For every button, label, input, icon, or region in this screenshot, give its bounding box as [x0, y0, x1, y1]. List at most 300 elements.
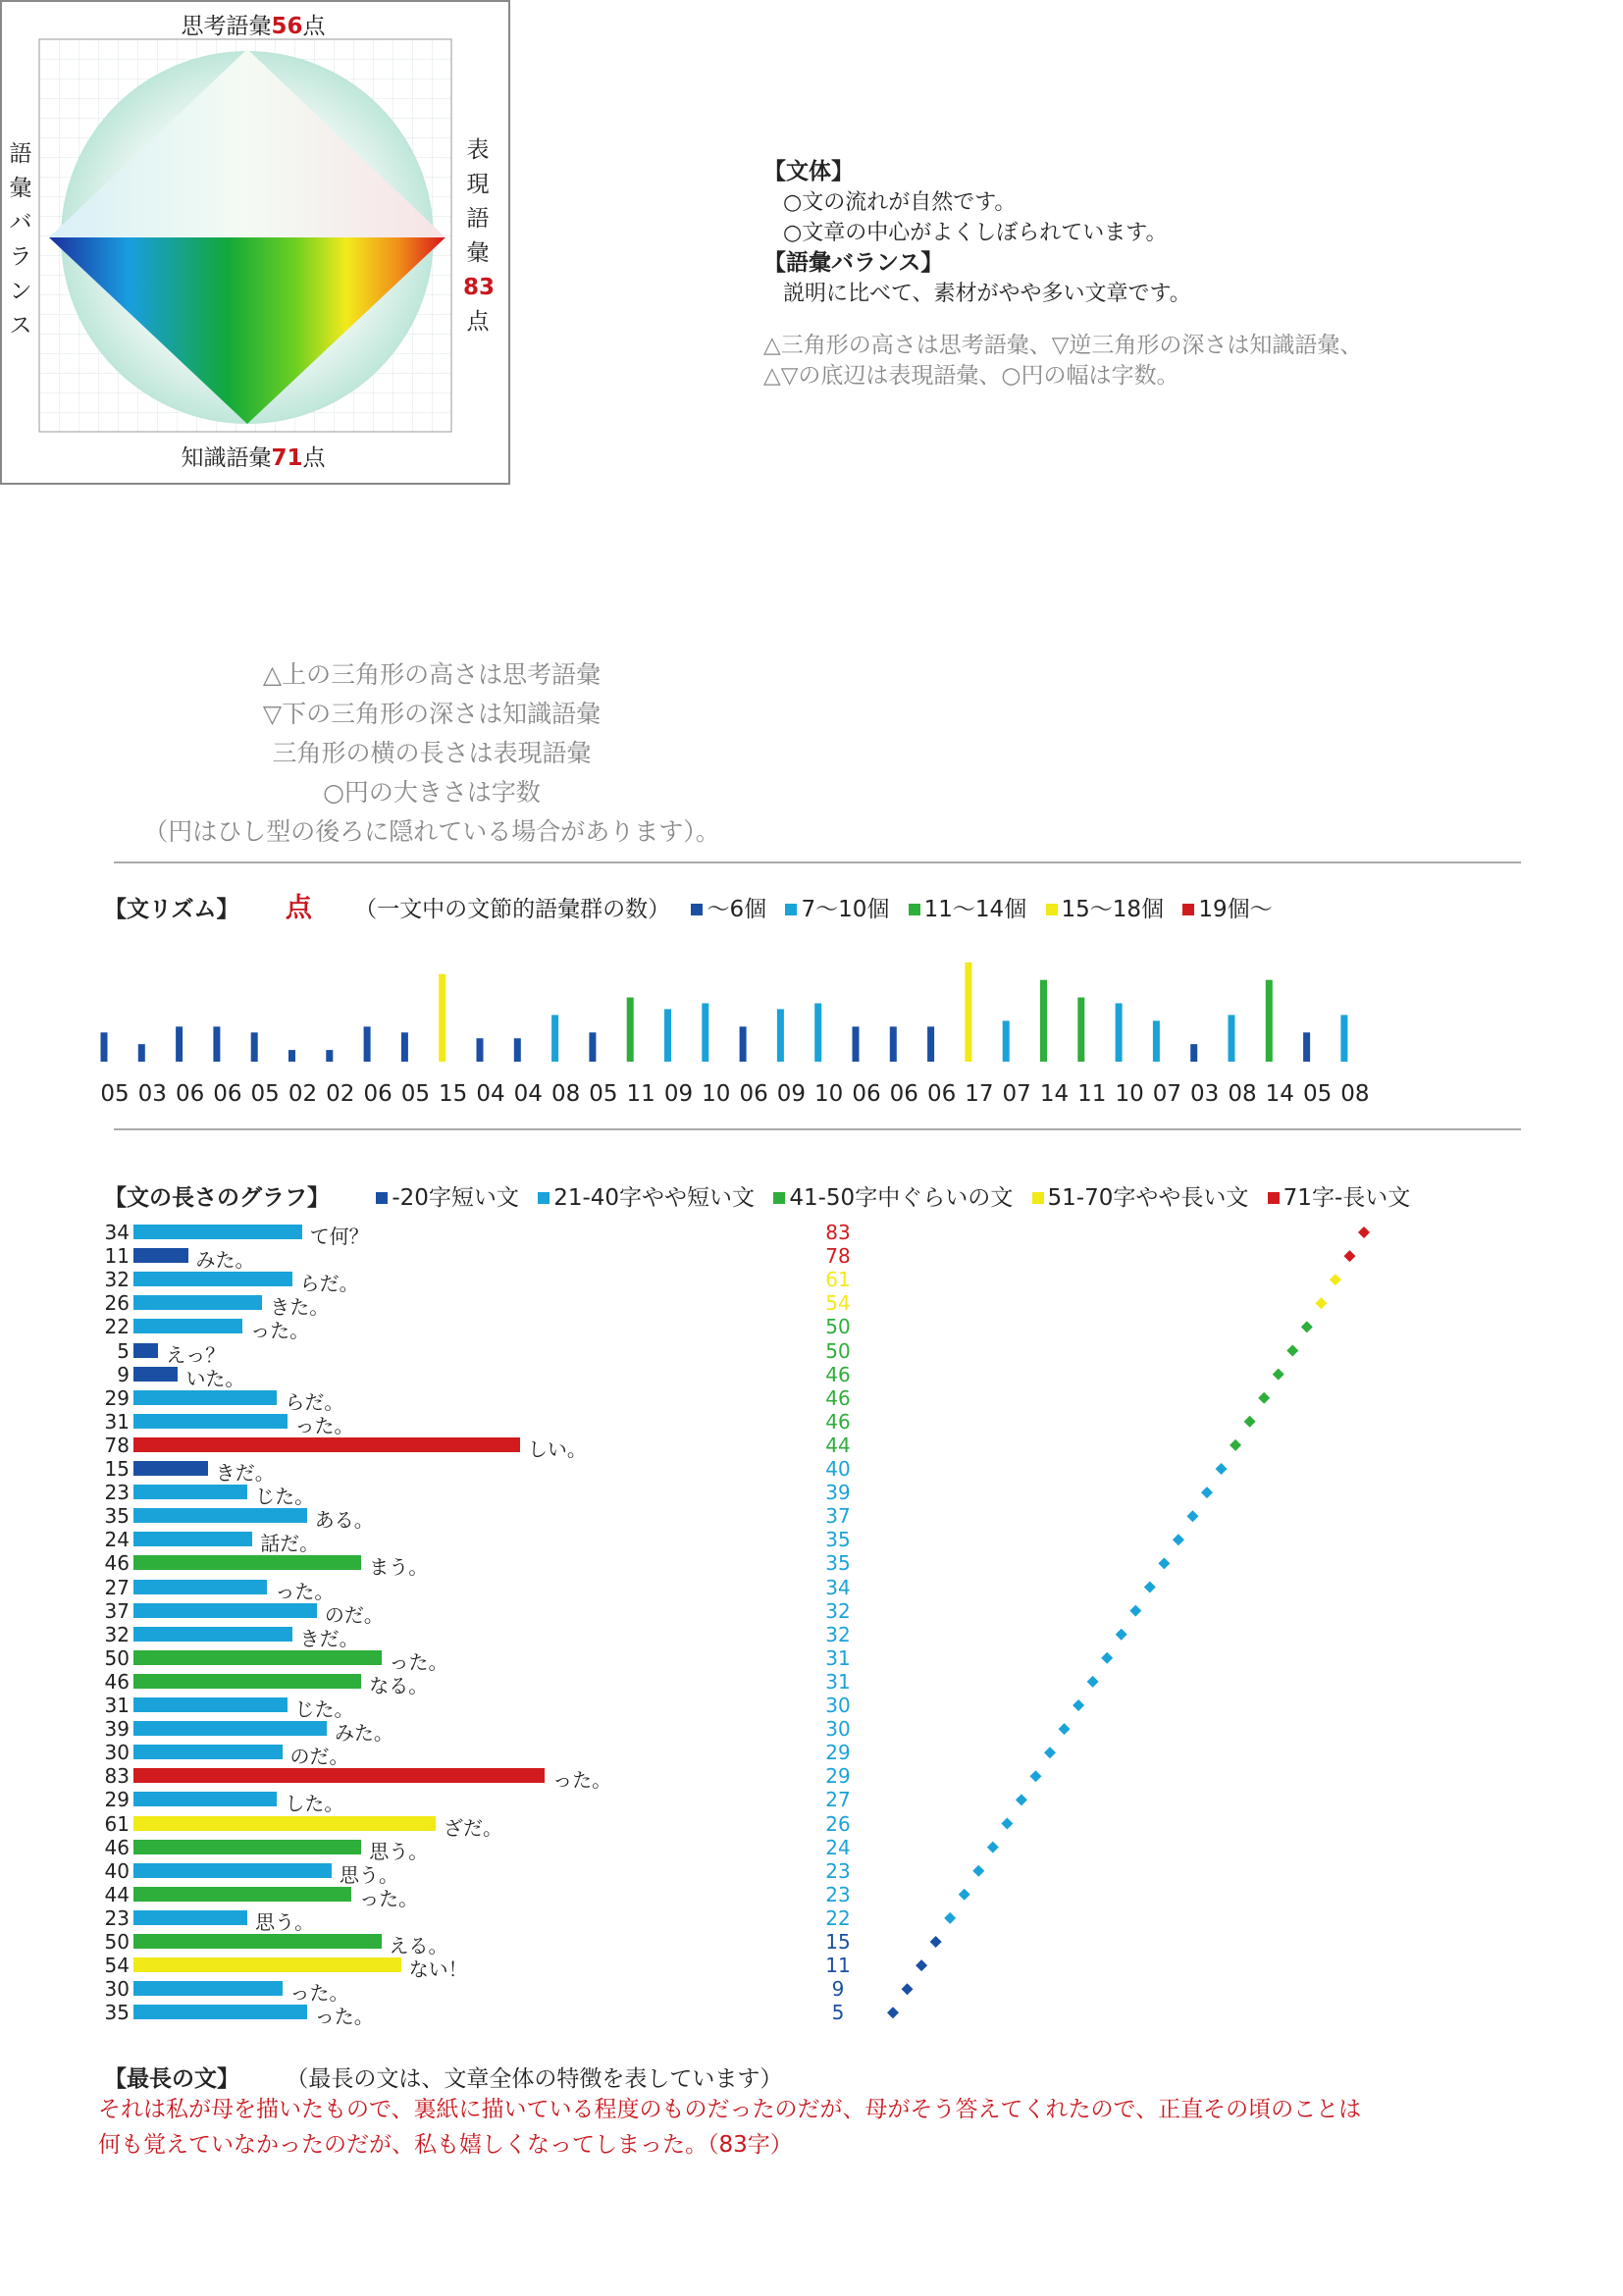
length-value: 78 — [104, 1433, 130, 1457]
rhythm-tick-label: 08 — [1340, 1081, 1370, 1107]
length-value: 46 — [104, 1669, 130, 1694]
sorted-length-value: 46 — [825, 1362, 851, 1386]
legend-swatch-icon — [538, 1192, 550, 1204]
rhythm-bar — [1340, 1015, 1347, 1062]
rhythm-bar — [477, 1038, 484, 1062]
sorted-length-point — [987, 1842, 999, 1853]
length-value: 46 — [104, 1551, 130, 1576]
length-legend-4 — [1032, 1179, 1249, 1212]
length-bar — [133, 1532, 252, 1546]
sorted-length-point — [1073, 1699, 1084, 1711]
sorted-length-point — [1186, 1510, 1198, 1522]
sentence-ending: いた。 — [185, 1366, 245, 1390]
length-row — [94, 1433, 781, 1461]
sorted-length-point — [1144, 1582, 1156, 1593]
sorted-length-value: 30 — [825, 1694, 851, 1717]
rhythm-score-label: 点 — [285, 893, 312, 923]
rhythm-tick-label: 09 — [776, 1081, 807, 1107]
sorted-length-point — [1173, 1534, 1184, 1545]
longest-header — [104, 2061, 782, 2093]
length-bar — [133, 1248, 188, 1263]
length-row — [94, 1338, 781, 1367]
rhythm-bar — [927, 1026, 934, 1062]
rhythm-bar — [213, 1026, 220, 1062]
length-bar — [133, 1887, 351, 1902]
length-row — [94, 1954, 781, 1982]
length-value: 35 — [104, 2001, 130, 2025]
longest-note: （最長の文は、文章全体の特徴を表しています） — [286, 2066, 783, 2092]
length-value: 29 — [104, 1788, 130, 1812]
rhythm-bar — [1116, 1004, 1123, 1063]
length-value: 30 — [104, 1977, 130, 2002]
sentence-ending: きだ。 — [299, 1626, 359, 1650]
rhythm-bar — [965, 963, 971, 1062]
rhythm-bar — [740, 1026, 747, 1062]
rhythm-tick-label: 06 — [926, 1081, 957, 1107]
length-value: 50 — [104, 1645, 130, 1670]
sentence-ending: のだ。 — [324, 1602, 384, 1627]
rhythm-bar — [1303, 1032, 1310, 1062]
rhythm-bar — [401, 1032, 408, 1062]
length-bar — [133, 1768, 545, 1783]
length-bar — [133, 1603, 317, 1618]
sorted-length-point — [1244, 1416, 1256, 1428]
rhythm-bar — [101, 1032, 108, 1062]
sentence-ending: った。 — [250, 1319, 310, 1343]
length-row — [94, 1645, 781, 1674]
balance-heading: 【語彙バランス】 — [763, 250, 944, 276]
length-bar — [133, 1580, 267, 1594]
sorted-length-value: 35 — [825, 1528, 851, 1552]
rhythm-bar — [1077, 998, 1084, 1062]
length-legend-3 — [773, 1179, 1013, 1212]
length-bar — [133, 1627, 292, 1642]
length-bar — [133, 1745, 283, 1759]
knowledge-vocab-label — [0, 440, 506, 472]
legend-label: 19個～ — [1198, 897, 1273, 922]
length-value: 39 — [104, 1717, 130, 1742]
length-bar — [133, 1863, 332, 1878]
longest-title: 【最長の文】 — [104, 2066, 239, 2092]
note-line-1: △三角形の高さは思考語彙、▽逆三角形の深さは知識語彙、 — [763, 333, 1363, 358]
length-value: 23 — [104, 1905, 130, 1930]
sorted-length-point — [1258, 1392, 1270, 1404]
note-line-2: △▽の底辺は表現語彙、○円の幅は字数。 — [763, 363, 1179, 389]
expression-vocab-unit: 点 — [466, 309, 490, 335]
rhythm-bar — [439, 974, 445, 1062]
sentence-ending: しい。 — [527, 1436, 587, 1461]
length-row — [94, 1598, 781, 1627]
length-value: 26 — [104, 1291, 130, 1316]
sorted-length-value: 50 — [825, 1315, 851, 1339]
length-row — [94, 1905, 781, 1934]
length-row — [94, 1504, 781, 1533]
sorted-length-point — [1087, 1676, 1099, 1688]
rhythm-tick-label: 05 — [1302, 1081, 1333, 1107]
length-value: 24 — [104, 1528, 130, 1552]
rhythm-tick-label: 06 — [889, 1081, 918, 1107]
sorted-length-point — [944, 1912, 956, 1924]
sorted-length-value: 50 — [825, 1338, 851, 1363]
rhythm-bar — [288, 1050, 295, 1062]
rhythm-tick-label: 06 — [852, 1081, 881, 1107]
sorted-length-point — [1044, 1747, 1056, 1758]
vocabulary-diamond-panel — [0, 0, 510, 485]
rhythm-title: 【文リズム】 — [104, 897, 239, 922]
length-legend-5 — [1268, 1179, 1411, 1212]
diamond-caption-2: ▽下の三角形の深さは知識語彙 — [262, 700, 602, 728]
sentence-ending: て何？ — [309, 1225, 369, 1248]
sorted-length-value: 32 — [825, 1598, 851, 1623]
length-value: 35 — [104, 1504, 130, 1529]
sorted-length-value: 9 — [831, 1977, 845, 2002]
sorted-length-value: 34 — [825, 1575, 851, 1599]
length-value: 34 — [104, 1221, 130, 1244]
legend-swatch-icon — [1268, 1192, 1280, 1204]
legend-swatch-icon — [1046, 904, 1058, 915]
length-row — [94, 2001, 781, 2029]
rhythm-bar — [1040, 980, 1047, 1062]
length-bar — [133, 1840, 361, 1854]
rhythm-tick-label: 11 — [1077, 1081, 1107, 1107]
length-row — [94, 1811, 781, 1840]
legend-swatch-icon — [691, 904, 703, 915]
diamond-caption-4: ○円の大きさは字数 — [323, 778, 541, 807]
sorted-length-point — [930, 1936, 942, 1948]
sorted-length-point — [1158, 1557, 1170, 1569]
sentence-ending: 思う。 — [340, 1862, 398, 1887]
rhythm-tick-label: 10 — [702, 1081, 731, 1107]
length-value: 23 — [104, 1481, 130, 1505]
rhythm-legend-1 — [691, 891, 766, 923]
sentence-ending: ない！ — [408, 1957, 468, 1982]
rhythm-tick-label: 07 — [1002, 1081, 1031, 1107]
sentence-ending: った。 — [389, 1649, 448, 1674]
diamond-caption-3: 三角形の横の長さは表現語彙 — [272, 739, 592, 767]
buntai-line-2: ○文章の中心がよくしぼられています。 — [783, 221, 1168, 245]
sorted-length-point — [1343, 1250, 1355, 1262]
expression-vocab-score: 83 — [463, 275, 496, 300]
length-bar — [133, 1390, 277, 1405]
sentence-ending: らだ。 — [285, 1389, 344, 1414]
sorted-length-point — [916, 1959, 927, 1971]
sentence-ending: のだ。 — [289, 1745, 349, 1769]
diamond-caption-5: （円はひし型の後ろに隠れている場合があります）。 — [143, 817, 720, 846]
length-row — [94, 1741, 781, 1769]
length-bar — [133, 1437, 520, 1452]
length-row — [94, 1244, 781, 1273]
sorted-length-point — [1273, 1369, 1284, 1381]
sentence-ending: った。 — [552, 1768, 612, 1793]
sentence-ending: らだ。 — [299, 1272, 359, 1296]
sorted-length-value: 22 — [825, 1905, 851, 1930]
vocab-balance-label — [6, 137, 35, 343]
sentence-ending: える。 — [389, 1934, 448, 1957]
rhythm-bar — [176, 1026, 183, 1062]
sentence-ending: した。 — [285, 1792, 344, 1816]
length-bar — [133, 1319, 242, 1333]
expression-vocab-char: 彙 — [466, 240, 490, 266]
sorted-length-value: 31 — [825, 1645, 851, 1670]
sorted-length-point — [1358, 1226, 1370, 1238]
knowledge-vocab-text: 知識語彙 — [181, 445, 272, 471]
buntai-heading: 【文体】 — [763, 159, 854, 184]
rhythm-bar — [664, 1009, 671, 1062]
knowledge-vocab-score: 71 — [271, 445, 303, 471]
vocab-balance-char: バ — [9, 210, 32, 235]
style-comments — [763, 157, 1362, 391]
sorted-length-point — [1101, 1652, 1113, 1664]
sentence-ending: みた。 — [195, 1248, 255, 1273]
sorted-length-value: 27 — [825, 1788, 851, 1812]
vocab-balance-char: ン — [9, 279, 32, 304]
sentence-ending: った。 — [359, 1886, 419, 1910]
rhythm-tick-label: 08 — [550, 1081, 581, 1107]
sorted-length-point — [887, 2007, 899, 2018]
length-bar — [133, 1957, 401, 1972]
rhythm-tick-label: 17 — [965, 1081, 994, 1107]
length-value: 5 — [117, 1338, 130, 1363]
sorted-length-scatter — [864, 1215, 1393, 2019]
sorted-length-value: 23 — [825, 1858, 851, 1883]
rhythm-tick-label: 06 — [739, 1081, 768, 1107]
vocab-balance-char: ラ — [9, 244, 32, 270]
sorted-length-value: 83 — [825, 1221, 851, 1244]
sentence-ending: ある。 — [314, 1508, 374, 1533]
length-value: 29 — [104, 1385, 130, 1410]
longest-sentence-line-1: それは私が母を描いたもので、裏紙に描いている程度のものだったのだが、母がそう答えてくれたので、正直その頃のことは — [98, 2097, 1362, 2122]
length-row — [94, 1385, 781, 1414]
sorted-length-point — [1315, 1297, 1327, 1309]
length-value: 15 — [104, 1457, 130, 1481]
sorted-length-point — [1201, 1487, 1213, 1498]
sentence-ending: じた。 — [294, 1697, 354, 1721]
sorted-length-point — [972, 1865, 984, 1877]
length-bar — [133, 1934, 382, 1949]
rhythm-bar — [326, 1050, 333, 1062]
rhythm-chart — [0, 942, 1623, 1119]
length-bar — [133, 1816, 436, 1831]
length-bar — [133, 1792, 277, 1806]
length-legend-2 — [538, 1179, 755, 1212]
length-value: 22 — [104, 1315, 130, 1339]
length-header — [104, 1179, 1422, 1212]
sorted-length-point — [902, 1983, 914, 1995]
legend-label: -20字短い文 — [392, 1185, 519, 1211]
sorted-length-value: 39 — [825, 1481, 851, 1505]
sorted-length-value: 29 — [825, 1741, 851, 1765]
rhythm-tick-label: 07 — [1152, 1081, 1182, 1107]
rhythm-bar — [890, 1026, 897, 1062]
sorted-length-value: 24 — [825, 1835, 851, 1859]
length-row — [94, 1788, 781, 1816]
rhythm-legend-5 — [1182, 891, 1272, 923]
rhythm-tick-label: 10 — [814, 1081, 844, 1107]
sorted-length-value: 40 — [825, 1457, 851, 1481]
longest-sentence-line-2: 何も覚えていなかったのだが、私も嬉しくなってしまった。（83字） — [98, 2132, 793, 2158]
length-row — [94, 1575, 781, 1603]
rhythm-bar — [364, 1026, 371, 1062]
length-row — [94, 1221, 781, 1248]
rhythm-tick-label: 06 — [213, 1081, 242, 1107]
sorted-length-point — [1029, 1770, 1041, 1782]
rhythm-tick-label: 06 — [363, 1081, 393, 1107]
rhythm-tick-label: 14 — [1265, 1081, 1294, 1107]
length-row — [94, 1409, 781, 1437]
sentence-ending: った。 — [275, 1579, 335, 1603]
sorted-length-value: 54 — [825, 1291, 851, 1316]
diamond-caption-1: △上の三角形の高さは思考語彙 — [262, 660, 602, 689]
length-bar — [133, 1485, 247, 1499]
sorted-length-point — [1230, 1439, 1241, 1451]
rhythm-bar — [138, 1044, 145, 1062]
length-row — [94, 1977, 781, 2006]
rhythm-tick-label: 08 — [1228, 1081, 1257, 1107]
rhythm-legend-4 — [1046, 891, 1165, 923]
legend-label: 51-70字やや長い文 — [1047, 1185, 1249, 1211]
thinking-vocab-text: 思考語彙 — [181, 14, 272, 39]
sorted-length-point — [1059, 1723, 1071, 1735]
legend-swatch-icon — [785, 904, 797, 915]
sorted-length-value: 5 — [831, 2001, 845, 2025]
length-value: 32 — [104, 1622, 130, 1646]
thinking-vocab-unit: 点 — [302, 14, 326, 39]
length-value: 61 — [104, 1811, 130, 1836]
length-row — [94, 1268, 781, 1296]
vocab-balance-char: 語 — [9, 141, 32, 167]
sentence-ending: きた。 — [270, 1295, 330, 1320]
rhythm-tick-label: 09 — [663, 1081, 694, 1107]
sentence-ending: まう。 — [369, 1555, 429, 1580]
length-row — [94, 1669, 781, 1697]
legend-label: 21-40字やや短い文 — [553, 1185, 756, 1211]
rhythm-tick-label: 14 — [1039, 1081, 1070, 1107]
sentence-ending: じた。 — [255, 1485, 315, 1509]
length-bar — [133, 1555, 361, 1570]
length-bar — [133, 1674, 361, 1689]
rhythm-tick-label: 02 — [288, 1081, 318, 1107]
length-row — [94, 1764, 781, 1793]
rhythm-tick-label: 03 — [1190, 1081, 1220, 1107]
rhythm-legend-2 — [785, 891, 889, 923]
length-row — [94, 1528, 781, 1556]
length-row — [94, 1717, 781, 1746]
sorted-length-point — [1129, 1605, 1141, 1617]
length-row — [94, 1481, 781, 1509]
rhythm-bar — [627, 998, 634, 1062]
length-row — [94, 1315, 781, 1343]
vocabulary-diamond-graphic — [0, 0, 506, 481]
length-value: 50 — [104, 1930, 130, 1954]
length-value: 54 — [104, 1954, 130, 1978]
rhythm-legend-3 — [909, 891, 1027, 923]
divider-2 — [114, 1128, 1521, 1130]
rhythm-tick-label: 11 — [626, 1081, 655, 1107]
length-bar — [133, 1367, 178, 1382]
length-value: 27 — [104, 1575, 130, 1599]
rhythm-bar — [551, 1015, 558, 1062]
legend-swatch-icon — [376, 1192, 388, 1204]
legend-label: 41-50字中ぐらいの文 — [789, 1185, 1014, 1211]
rhythm-bar — [1153, 1020, 1160, 1062]
divider-1 — [114, 861, 1521, 863]
expression-vocab-char: 表 — [466, 137, 490, 163]
legend-label: 71字-長い文 — [1283, 1185, 1411, 1211]
vocab-balance-char: 彙 — [9, 176, 32, 201]
expression-vocab-label — [463, 133, 496, 339]
sentence-ending: 話だ。 — [260, 1532, 320, 1556]
sorted-length-point — [1286, 1345, 1298, 1357]
length-bar — [133, 1697, 288, 1712]
sentence-ending: った。 — [294, 1413, 354, 1437]
rhythm-tick-label: 05 — [589, 1081, 618, 1107]
sorted-length-value: 44 — [825, 1433, 851, 1457]
rhythm-tick-label: 04 — [513, 1081, 543, 1107]
length-bar — [133, 1414, 288, 1429]
rhythm-bar — [814, 1004, 821, 1063]
length-bar — [133, 1461, 208, 1476]
length-bar — [133, 1508, 307, 1523]
rhythm-bar — [702, 1004, 708, 1063]
rhythm-bar — [1190, 1044, 1197, 1062]
sorted-length-value: 23 — [825, 1882, 851, 1906]
sorted-length-value: 61 — [825, 1268, 851, 1292]
sentence-ending: えっ？ — [166, 1342, 226, 1367]
sorted-length-value: 31 — [825, 1669, 851, 1694]
rhythm-bar — [514, 1038, 521, 1062]
rhythm-description: （一文中の文節的語彙群の数） — [354, 897, 671, 922]
length-value: 83 — [104, 1764, 130, 1789]
sorted-length-value: 46 — [825, 1385, 851, 1410]
sorted-length-value: 32 — [825, 1622, 851, 1646]
length-bar — [133, 1295, 262, 1310]
rhythm-bar — [1266, 980, 1273, 1062]
rhythm-tick-label: 15 — [439, 1081, 468, 1107]
rhythm-tick-label: 03 — [137, 1081, 167, 1107]
sentence-ending: なる。 — [369, 1673, 429, 1697]
sorted-length-value: 46 — [825, 1409, 851, 1434]
expression-vocab-char: 現 — [466, 172, 490, 197]
length-row — [94, 1291, 781, 1320]
expression-vocab-char: 語 — [466, 206, 490, 232]
sentence-ending: みた。 — [334, 1721, 393, 1746]
longest-sentence — [98, 2092, 1361, 2163]
length-bar — [133, 1981, 283, 1996]
sorted-length-point — [1001, 1818, 1013, 1830]
sentence-ending: 思う。 — [255, 1909, 315, 1934]
length-row — [94, 1457, 781, 1485]
sentence-ending: きだ。 — [215, 1461, 275, 1485]
rhythm-header — [104, 886, 1284, 924]
sentence-ending: 思う。 — [369, 1839, 429, 1863]
rhythm-tick-label: 04 — [476, 1081, 505, 1107]
sorted-length-point — [1301, 1321, 1313, 1332]
vocab-balance-char: ス — [9, 313, 32, 339]
sorted-length-value: 37 — [825, 1504, 851, 1529]
rhythm-bar — [251, 1032, 258, 1062]
length-value: 11 — [104, 1244, 130, 1269]
sorted-length-value: 26 — [825, 1811, 851, 1836]
length-bar — [133, 1225, 302, 1239]
knowledge-vocab-unit: 点 — [302, 445, 326, 471]
sorted-length-value: 30 — [825, 1717, 851, 1742]
sorted-length-point — [1016, 1794, 1027, 1805]
length-value: 31 — [104, 1694, 130, 1717]
sentence-ending: った。 — [314, 2005, 374, 2029]
sentence-ending: った。 — [289, 1981, 349, 2006]
length-bar — [133, 1650, 382, 1665]
length-row — [94, 1858, 781, 1887]
